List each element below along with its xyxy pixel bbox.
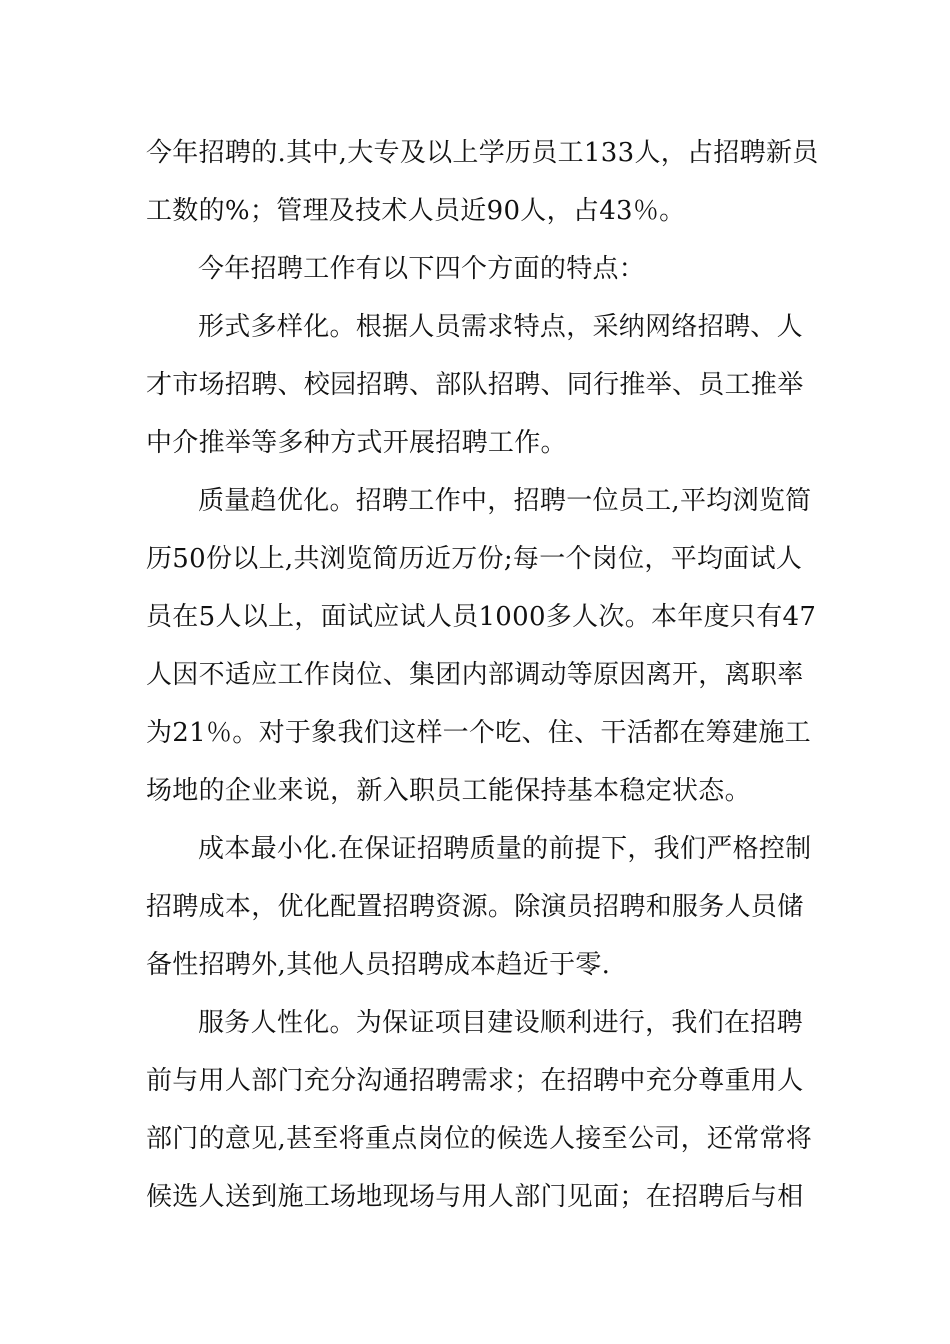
text-line-12: 场地的企业来说，新入职员工能保持基本稳定状态。 xyxy=(146,776,751,806)
text-line-1: 今年招聘的.其中,大专及以上学历员工133人，占招聘新员 xyxy=(146,138,819,168)
text-line-5: 才市场招聘、校园招聘、部队招聘、同行推举、员工推举 xyxy=(146,370,804,400)
text-line-19: 候选人送到施工场地现场与用人部门见面；在招聘后与相 xyxy=(146,1182,804,1212)
text-line-16: 服务人性化。为保证项目建设顺利进行，我们在招聘 xyxy=(198,1008,803,1038)
text-line-14: 招聘成本，优化配置招聘资源。除演员招聘和服务人员储 xyxy=(146,892,804,922)
text-line-3: 今年招聘工作有以下四个方面的特点： xyxy=(198,254,646,284)
text-line-7: 质量趋优化。招聘工作中，招聘一位员工,平均浏览简 xyxy=(198,486,812,516)
text-line-17: 前与用人部门充分沟通招聘需求；在招聘中充分尊重用人 xyxy=(146,1066,804,1096)
text-line-6: 中介推举等多种方式开展招聘工作。 xyxy=(146,428,567,458)
text-line-9: 员在5人以上，面试应试人员1000多人次。本年度只有47 xyxy=(146,602,817,632)
text-line-11: 为21％。对于象我们这样一个吃、住、干活都在筹建施工 xyxy=(146,718,811,748)
text-line-15: 备性招聘外,其他人员招聘成本趋近于零. xyxy=(146,950,611,980)
text-line-13: 成本最小化.在保证招聘质量的前提下，我们严格控制 xyxy=(198,834,812,864)
text-line-18: 部门的意见,甚至将重点岗位的候选人接至公司，还常常将 xyxy=(146,1124,813,1154)
text-line-4: 形式多样化。根据人员需求特点，采纳网络招聘、人 xyxy=(198,312,803,342)
text-line-8: 历50份以上,共浏览简历近万份;每一个岗位，平均面试人 xyxy=(146,544,803,574)
text-line-2: 工数的%；管理及技术人员近90人，占43％。 xyxy=(146,196,686,226)
document-body xyxy=(146,124,819,1226)
text-line-10: 人因不适应工作岗位、集团内部调动等原因离开，离职率 xyxy=(146,660,804,690)
